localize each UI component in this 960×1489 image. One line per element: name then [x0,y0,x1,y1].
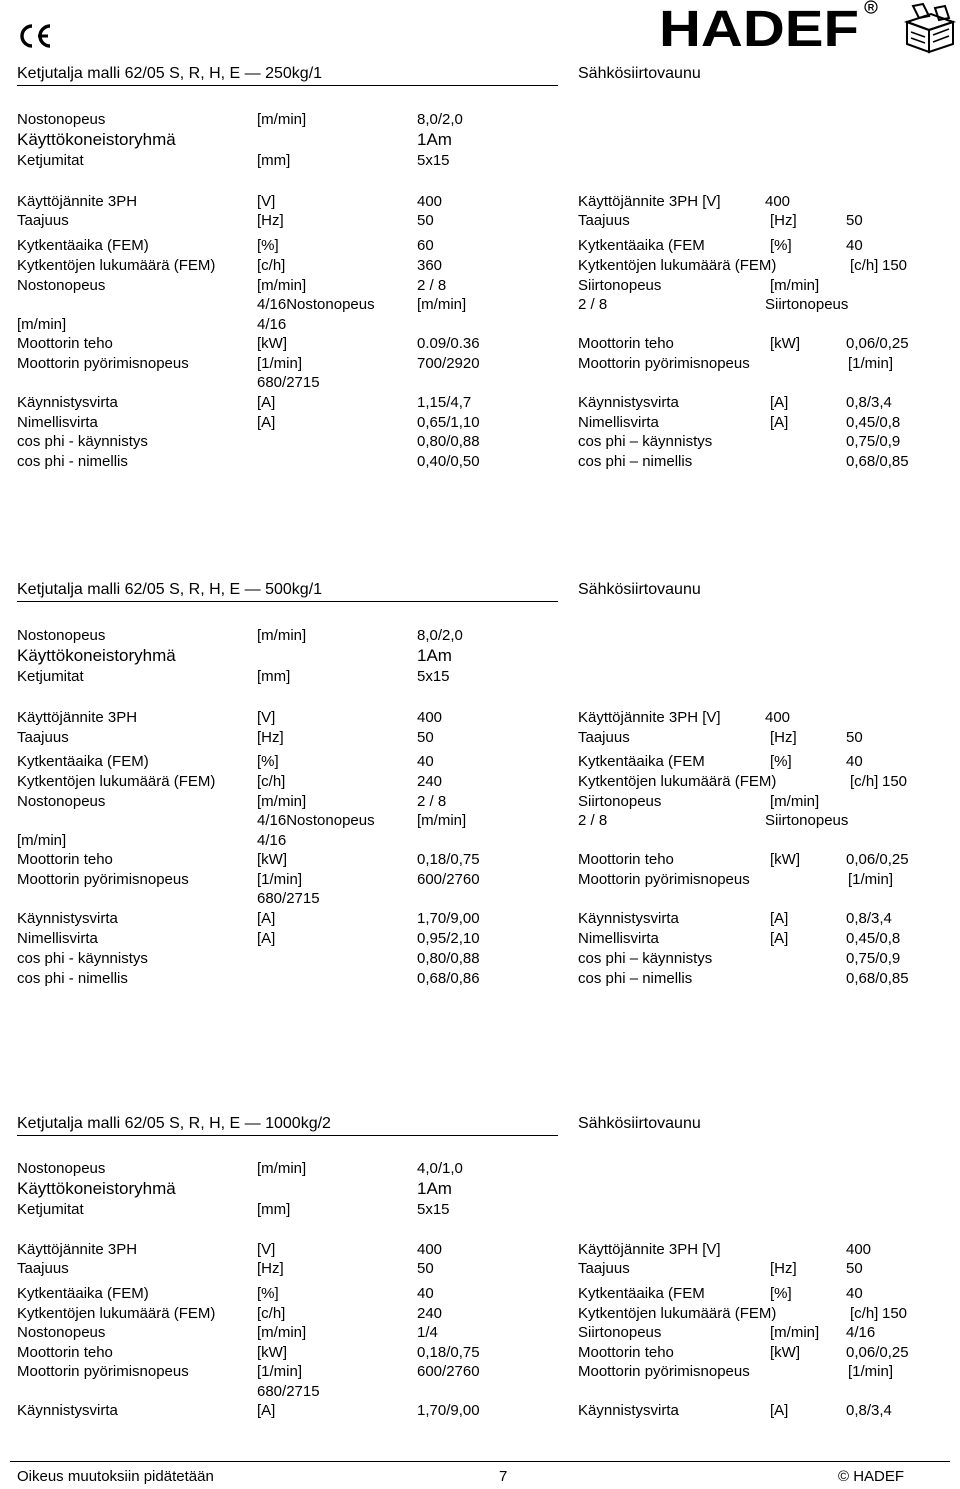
spec-cell: [V] [257,1241,276,1258]
spec-cell: 0,80/0,88 [417,950,480,967]
spec-cell: Käyttökoneistoryhmä [17,1179,176,1198]
spec-cell: 400 [417,1241,443,1258]
section-title: Ketjutalja malli 62/05 S, R, H, E — 1000kg/2 [17,1115,331,1132]
spec-cell: [A] [257,1402,276,1419]
spec-cell: 680/2715 [257,890,320,907]
spec-cell: 600/2760 [417,1363,480,1380]
spec-cell: Käynnistysvirta [17,910,118,927]
section-title: Ketjutalja malli 62/05 S, R, H, E — 500kg/1 [17,581,323,598]
spec-cell: Nimellisvirta [578,414,659,431]
spec-cell: Moottorin pyörimisnopeus [17,355,189,372]
spec-cell: Moottorin pyörimisnopeus [17,871,189,888]
spec-cell: 1,70/9,00 [417,1402,480,1419]
section-title-underline [17,1135,558,1136]
spec-cell: [m/min] [770,793,820,810]
spec-cell: 8,0/2,0 [417,627,463,644]
spec-cell: 0,80/0,88 [417,433,480,450]
spec-cell: Käynnistysvirta [578,1402,679,1419]
spec-cell: [%] [257,237,279,254]
spec-cell: 4,0/1,0 [417,1160,463,1177]
hoist-box-icon [901,2,957,54]
spec-cell: Moottorin teho [578,1344,674,1361]
spec-cell: [kW] [257,851,287,868]
spec-cell: Nimellisvirta [578,930,659,947]
spec-cell: [A] [770,414,789,431]
spec-cell: 4/16 [257,316,287,333]
spec-cell: 40 [846,1285,863,1302]
spec-cell: 0,8/3,4 [846,394,892,411]
spec-cell: Nimellisvirta [17,414,98,431]
spec-cell: [V] [257,709,276,726]
spec-cell: cos phi – nimellis [578,453,693,470]
spec-cell: cos phi – käynnistys [578,433,713,450]
footer-copyright: © HADEF [838,1468,905,1485]
spec-cell: 2 / 8 [417,277,447,294]
spec-cell: 0,8/3,4 [846,910,892,927]
spec-cell: [c/h] [257,257,286,274]
spec-cell: 0,18/0,75 [417,1344,480,1361]
spec-cell: 60 [417,237,434,254]
spec-cell: Ketjumitat [17,1201,84,1218]
spec-cell: Nostonopeus [17,793,106,810]
spec-cell: Käyttöjännite 3PH [V] [578,1241,721,1258]
spec-cell: Siirtonopeus [765,296,849,313]
svg-text:R: R [867,2,875,13]
spec-cell: [A] [770,394,789,411]
spec-cell: [A] [770,1402,789,1419]
spec-cell: Nostonopeus [17,627,106,644]
spec-cell: [Hz] [257,1260,284,1277]
spec-cell: [c/h] [257,1305,286,1322]
spec-cell: 5x15 [417,668,450,685]
spec-cell: 2 / 8 [578,812,608,829]
spec-cell: 0.09/0.36 [417,335,480,352]
spec-cell: [m/min] [17,832,67,849]
spec-cell: 0,45/0,8 [846,414,901,431]
spec-cell: 4/16 [846,1324,876,1341]
spec-cell: Käynnistysvirta [17,1402,118,1419]
spec-cell: Moottorin pyörimisnopeus [17,1363,189,1380]
spec-cell: cos phi – nimellis [578,970,693,987]
spec-cell: [c/h] [850,1305,879,1322]
spec-cell: [1/min] [848,1363,894,1380]
spec-cell: 0,75/0,9 [846,433,901,450]
spec-cell: 400 [417,709,443,726]
spec-cell: 40 [417,1285,434,1302]
spec-cell: Kytkentäaika (FEM) [17,237,149,254]
spec-cell: Kytkentäaika (FEM) [17,1285,149,1302]
spec-cell: Käyttöjännite 3PH [17,1241,138,1258]
spec-cell: 0,18/0,75 [417,851,480,868]
spec-cell: Kytkentöjen lukumäärä (FEM) [578,257,777,274]
spec-cell: [kW] [770,1344,800,1361]
spec-cell: [A] [770,930,789,947]
spec-cell: [mm] [257,152,291,169]
spec-cell: cos phi - nimellis [17,970,128,987]
spec-cell: 4/16Nostonopeus [257,296,375,313]
spec-cell: 50 [846,729,863,746]
spec-cell: Käyttöjännite 3PH [17,709,138,726]
spec-cell: 4/16 [257,832,287,849]
spec-cell: [1/min] [257,1363,303,1380]
spec-cell: Siirtonopeus [578,277,662,294]
section-subtitle: Sähkösiirtovaunu [578,581,701,598]
spec-cell: Nostonopeus [17,1324,106,1341]
spec-cell: cos phi - käynnistys [17,433,148,450]
spec-cell: 0,65/1,10 [417,414,480,431]
spec-cell: 0,40/0,50 [417,453,480,470]
spec-cell: Ketjumitat [17,152,84,169]
spec-cell: 400 [765,709,791,726]
spec-cell: [Hz] [770,1260,797,1277]
spec-cell: 40 [846,237,863,254]
spec-cell: [m/min] [257,627,307,644]
spec-cell: [A] [257,910,276,927]
spec-cell: 5x15 [417,152,450,169]
spec-cell: 1Am [417,646,452,665]
spec-cell: Kytkentöjen lukumäärä (FEM) [578,773,777,790]
spec-cell: 150 [882,773,908,790]
spec-cell: Moottorin teho [578,851,674,868]
spec-cell: [c/h] [257,773,286,790]
spec-cell: [%] [770,753,792,770]
spec-cell: Nimellisvirta [17,930,98,947]
spec-cell: Taajuus [578,729,630,746]
section-title-underline [17,601,558,602]
spec-cell: 50 [417,212,434,229]
spec-cell: [kW] [770,335,800,352]
spec-cell: 0,06/0,25 [846,851,909,868]
spec-cell: cos phi - käynnistys [17,950,148,967]
spec-cell: Kytkentöjen lukumäärä (FEM) [17,1305,216,1322]
spec-cell: Käyttöjännite 3PH [V] [578,193,721,210]
spec-cell: [m/min] [257,111,307,128]
spec-cell: 240 [417,1305,443,1322]
spec-cell: [mm] [257,668,291,685]
spec-cell: 0,68/0,85 [846,453,909,470]
spec-cell: 1Am [417,130,452,149]
spec-cell: Kytkentäaika (FEM [578,753,705,770]
spec-cell: Siirtonopeus [578,1324,662,1341]
spec-cell: Taajuus [17,1260,69,1277]
spec-cell: 0,68/0,86 [417,970,480,987]
spec-cell: [m/min] [17,316,67,333]
spec-cell: [kW] [257,1344,287,1361]
spec-cell: 0,68/0,85 [846,970,909,987]
spec-cell: Taajuus [17,729,69,746]
spec-cell: Taajuus [578,212,630,229]
spec-cell: Kytkentöjen lukumäärä (FEM) [578,1305,777,1322]
spec-cell: [kW] [770,851,800,868]
spec-cell: 400 [417,193,443,210]
section-title: Ketjutalja malli 62/05 S, R, H, E — 250kg/1 [17,65,323,82]
spec-cell: Moottorin pyörimisnopeus [578,871,750,888]
spec-cell: cos phi - nimellis [17,453,128,470]
footer-page-number: 7 [499,1468,508,1485]
spec-cell: Käynnistysvirta [17,394,118,411]
section-subtitle: Sähkösiirtovaunu [578,65,701,82]
spec-cell: Kytkentäaika (FEM [578,1285,705,1302]
registered-icon [864,0,878,14]
spec-cell: [m/min] [257,277,307,294]
spec-cell: 1,15/4,7 [417,394,472,411]
spec-cell: [m/min] [770,277,820,294]
spec-cell: Käyttökoneistoryhmä [17,130,176,149]
spec-cell: Nostonopeus [17,1160,106,1177]
spec-cell: 2 / 8 [578,296,608,313]
spec-cell: 150 [882,257,908,274]
spec-cell: Siirtonopeus [765,812,849,829]
spec-cell: [kW] [257,335,287,352]
spec-cell: [A] [770,910,789,927]
spec-cell: 400 [765,193,791,210]
spec-cell: [1/min] [257,355,303,372]
spec-cell: 0,75/0,9 [846,950,901,967]
spec-cell: 1/4 [417,1324,438,1341]
spec-cell: 680/2715 [257,1383,320,1400]
spec-cell: 1Am [417,1179,452,1198]
spec-cell: [1/min] [848,871,894,888]
spec-cell: [m/min] [257,1160,307,1177]
spec-cell: Ketjumitat [17,668,84,685]
spec-cell: [m/min] [257,793,307,810]
spec-cell: Moottorin teho [17,335,113,352]
spec-cell: 50 [417,1260,434,1277]
spec-cell: [%] [770,1285,792,1302]
spec-cell: 360 [417,257,443,274]
spec-cell: [A] [257,414,276,431]
spec-cell: 40 [846,753,863,770]
spec-cell: Käynnistysvirta [578,394,679,411]
spec-cell: [mm] [257,1201,291,1218]
spec-cell: Kytkentäaika (FEM) [17,753,149,770]
spec-cell: [Hz] [770,729,797,746]
spec-cell: 240 [417,773,443,790]
spec-cell: [V] [257,193,276,210]
spec-cell: Moottorin pyörimisnopeus [578,1363,750,1380]
spec-cell: [%] [770,237,792,254]
spec-cell: 0,95/2,10 [417,930,480,947]
spec-cell: Taajuus [17,212,69,229]
spec-cell: 600/2760 [417,871,480,888]
spec-cell: 50 [846,1260,863,1277]
spec-cell: 680/2715 [257,374,320,391]
spec-cell: [A] [257,930,276,947]
spec-cell: Nostonopeus [17,111,106,128]
spec-cell: Taajuus [578,1260,630,1277]
spec-cell: [m/min] [770,1324,820,1341]
spec-cell: Nostonopeus [17,277,106,294]
spec-cell: Moottorin teho [578,335,674,352]
spec-cell: Siirtonopeus [578,793,662,810]
spec-cell: 5x15 [417,1201,450,1218]
spec-cell: [1/min] [257,871,303,888]
spec-cell: Kytkentöjen lukumäärä (FEM) [17,257,216,274]
spec-cell: 0,8/3,4 [846,1402,892,1419]
spec-cell: 0,06/0,25 [846,1344,909,1361]
spec-cell: [Hz] [257,212,284,229]
spec-cell: 1,70/9,00 [417,910,480,927]
spec-cell: Moottorin teho [17,851,113,868]
spec-cell: [%] [257,753,279,770]
spec-cell: 0,45/0,8 [846,930,901,947]
spec-cell: 8,0/2,0 [417,111,463,128]
footer-left: Oikeus muutoksiin pidätetään [17,1468,214,1485]
spec-cell: [Hz] [770,212,797,229]
spec-cell: 2 / 8 [417,793,447,810]
section-title-underline [17,85,558,86]
spec-cell: Käynnistysvirta [578,910,679,927]
brand-text: HADEF [659,6,859,50]
spec-cell: 400 [846,1241,872,1258]
spec-cell: 50 [417,729,434,746]
hadef-logo [659,6,859,50]
spec-cell: Kytkentöjen lukumäärä (FEM) [17,773,216,790]
spec-cell: [A] [257,394,276,411]
spec-cell: [Hz] [257,729,284,746]
section-subtitle: Sähkösiirtovaunu [578,1115,701,1132]
spec-cell: Moottorin teho [17,1344,113,1361]
spec-cell: Kytkentäaika (FEM [578,237,705,254]
spec-cell: [m/min] [417,812,467,829]
spec-cell: 4/16Nostonopeus [257,812,375,829]
spec-cell: 700/2920 [417,355,480,372]
spec-cell: [c/h] [850,773,879,790]
spec-cell: 150 [882,1305,908,1322]
spec-cell: Käyttöjännite 3PH [V] [578,709,721,726]
spec-cell: [1/min] [848,355,894,372]
spec-cell: 40 [417,753,434,770]
spec-cell: [%] [257,1285,279,1302]
spec-cell: [c/h] [850,257,879,274]
spec-cell: Moottorin pyörimisnopeus [578,355,750,372]
spec-cell: Käyttöjännite 3PH [17,193,138,210]
spec-cell: 0,06/0,25 [846,335,909,352]
spec-cell: [m/min] [257,1324,307,1341]
ce-mark-icon [18,22,54,50]
spec-cell: cos phi – käynnistys [578,950,713,967]
spec-cell: Käyttökoneistoryhmä [17,646,176,665]
footer-rule [10,1461,950,1462]
spec-cell: [m/min] [417,296,467,313]
spec-cell: 50 [846,212,863,229]
